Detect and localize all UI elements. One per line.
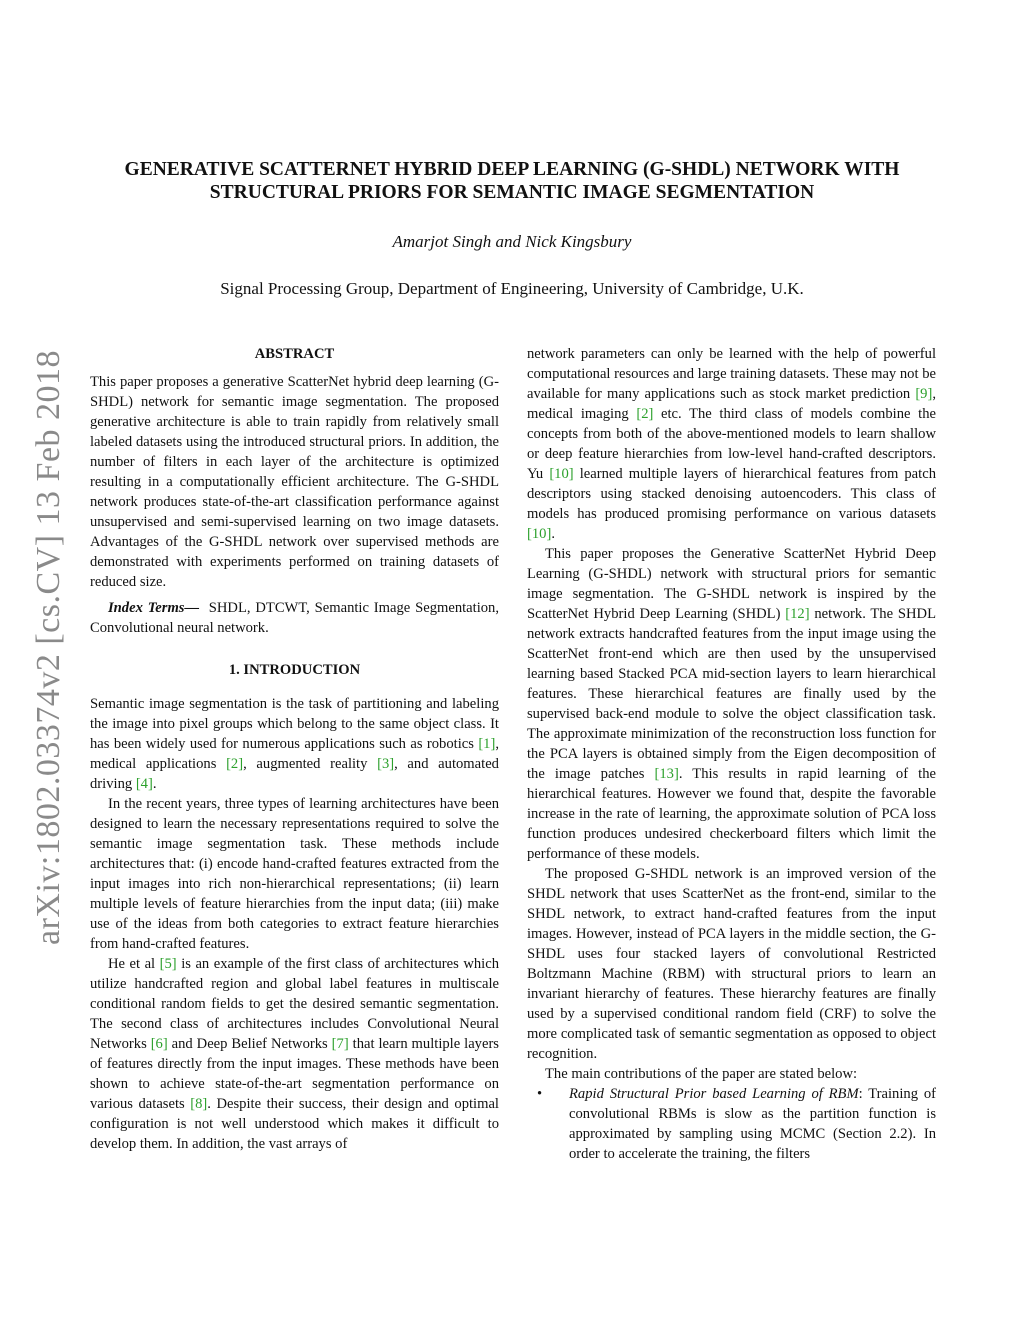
citation-link[interactable]: [10] (549, 466, 574, 482)
citation-link[interactable]: [13] (654, 766, 679, 782)
arxiv-identifier: arXiv:1802.03374v2 [cs.CV] 13 Feb 2018 (30, 349, 67, 945)
index-terms (90, 598, 499, 638)
right-paragraph-1: network parameters can only be learned with the help of powerful computational resources and large training datasets. These may not be available for many applications such as stock market prediction [9], medical imaging [2] etc. The third class of models combine the concepts from both of the above-mentioned models to learn shallow or deep feature hierarchies from low-level hand-crafted descriptors. Yu [10] learned multiple layers of hierarchical features from patch descriptors using stacked denoising autoencoders. This class of models has produced promising performance on various datasets [10]. (527, 346, 936, 542)
index-terms-label: Index Terms— (108, 600, 200, 616)
left-column (90, 344, 499, 1154)
intro-paragraph-3: He et al [5] is an example of the first class of architectures which utilize handcrafted region and global label features in multiscale conditional random fields to get the desired semantic segmentation. The second class of architectures includes Convolutional Neural Networks [6] and Deep Belief Networks [7] that learn multiple layers of features directly from the input images. These methods have been shown to achieve state-of-the-art segmentation performance on various datasets [8]. Despite their success, their design and optimal configuration is not well understood which makes it difficult to develop them. In addition, the vast arrays of (90, 956, 500, 1152)
contributions-intro: The main contributions of the paper are stated below: (545, 1066, 858, 1082)
authors: Amarjot Singh and Nick Kingsbury (392, 232, 632, 251)
citation-link[interactable]: [9] (915, 386, 933, 402)
intro-paragraph-2: In the recent years, three types of learning architectures have been designed to learn the necessary representations required to solve the semantic image segmentation task. These methods include architectures that: (i) encode hand-crafted features extracted from the input images into rich non-hierarchical representations; (ii) learn multiple levels of feature hierarchies from the input data; (iii) make use of the ideas from both categories to extract feature hierarchies from hand-crafted features. (90, 796, 499, 952)
intro-paragraph-1: Semantic image segmentation is the task of partitioning and labeling the image into pixel groups which belong to the same object class. It has been widely used for numerous applications such as robotics [1], medical applications [2], augmented reality [3], and automated driving [4]. (90, 696, 499, 792)
citation-link[interactable]: [8] (190, 1096, 208, 1112)
title-line-2: STRUCTURAL PRIORS FOR SEMANTIC IMAGE SEGMENTATION (209, 182, 815, 203)
citation-link[interactable]: [4] (135, 776, 153, 792)
right-paragraph-2: This paper proposes the Generative ScatterNet Hybrid Deep Learning (G-SHDL) network with structural priors for semantic image segmentation. The G-SHDL network is inspired by the ScatterNet Hybrid Deep Learning (SHDL) [12] network. The SHDL network extracts handcrafted features from the input image using the ScatterNet front-end which are then used by the unsupervised learning based Stacked PCA mid-section layers to learn hierarchical features. These hierarchical features are finally used by the supervised back-end module to solve the object classification task. The approximate minimization of the reconstruction loss function for the PCA layers is obtained simply from the Eigen decomposition of the image patches [13]. This results in rapid learning of the hierarchical features. However we found that, despite the favorable increase in the rate of learning, the approximate solution of PCA loss function produces undesired checkerboard filters which limit the performance of these models. (527, 546, 936, 862)
title-line-1: GENERATIVE SCATTERNET HYBRID DEEP LEARNING (G-SHDL) NETWORK WITH (124, 159, 900, 180)
paper-title (80, 158, 944, 204)
contribution-bullet (527, 1084, 936, 1164)
citation-link[interactable]: [3] (377, 756, 395, 772)
citation-link[interactable]: [5] (159, 956, 177, 972)
bullet-icon: • (537, 1086, 543, 1102)
citation-link[interactable]: [2] (636, 406, 654, 422)
citation-link[interactable]: [6] (150, 1036, 168, 1052)
introduction-heading: 1. INTRODUCTION (228, 662, 361, 678)
index-terms-text: SHDL, DTCWT, Semantic Image Segmentation, Convolutional neural network. (90, 600, 500, 636)
citation-link[interactable]: [12] (785, 606, 810, 622)
citation-link[interactable]: [2] (226, 756, 244, 772)
citation-link[interactable]: [1] (478, 736, 496, 752)
citation-link[interactable]: [7] (331, 1036, 349, 1052)
bullet-label: Rapid Structural Prior based Learning of RBM (569, 1086, 859, 1102)
abstract-body: This paper proposes a generative ScatterNet hybrid deep learning (G-SHDL) network for semantic image segmentation. The proposed generative architecture is able to train rapidly from relatively small labeled datasets using the introduced structural priors. In addition, the number of filters in each layer of the architecture is optimized resulting in a computationally efficient architecture. The G-SHDL network produces state-of-the-art classification performance against unsupervised and semi-supervised learning on two image datasets. Advantages of the G-SHDL network over supervised methods are demonstrated with experiments performed on training datasets of reduced size. (90, 374, 499, 590)
bullet-text: : Training of convolutional RBMs is slow as the partition function is approximated by sampling using MCMC (Section 2.2). In order to accelerate the training, the filters (569, 1086, 936, 1162)
right-paragraph-3: The proposed G-SHDL network is an improved version of the SHDL network that uses ScatterNet as the front-end, similar to the SHDL network, to extract hand-crafted features from the input images. However, instead of PCA layers in the middle section, the G-SHDL uses four stacked layers of convolutional Restricted Boltzmann Machine (RBM) with structural priors to learn an invariant hierarchy of features. These hierarchy features are finally used by a supervised conditional random field (CRF) to solve the more complicated task of semantic segmentation as opposed to object recognition. (527, 866, 936, 1062)
citation-link[interactable]: [10] (527, 526, 552, 542)
affiliation: Signal Processing Group, Department of Engineering, University of Cambridge, U.K. (220, 279, 804, 298)
right-column (527, 344, 936, 1164)
abstract-heading: ABSTRACT (254, 346, 335, 362)
